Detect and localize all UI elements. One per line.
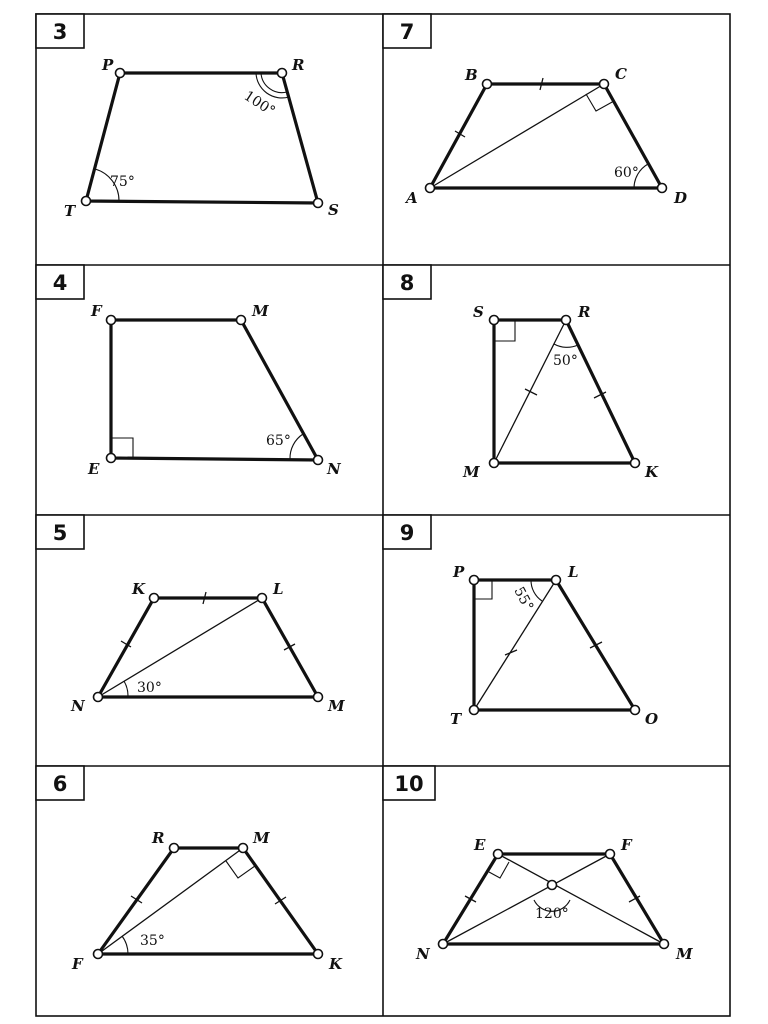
trapezoid-KLMN [98,598,318,697]
diagonal-EM [498,854,664,944]
problem-6-panel [36,766,343,973]
angle-D-label: 60° [614,165,639,181]
vertex-B [483,80,492,89]
vertex-M [660,940,669,949]
vertex-P [116,69,125,78]
vertex-E [494,850,503,859]
label-K: K [329,955,343,973]
label-M: M [676,945,693,963]
label-F: F [621,836,632,854]
label-N: N [327,460,341,478]
vertex-M [237,316,246,325]
label-D: D [674,189,688,207]
label-L: L [568,563,579,581]
label-C: C [615,65,627,83]
vertex-F [94,950,103,959]
problem-3-panel [36,14,339,220]
vertex-C [600,80,609,89]
label-L: L [273,580,284,598]
diagonal-NL [98,598,262,697]
vertex-K [631,459,640,468]
vertex-R [170,844,179,853]
diagonal-AC [430,84,604,188]
label-N: N [416,945,430,963]
label-F: F [72,955,83,973]
problem-5-number: 5 [52,521,68,545]
problem-4-number: 4 [52,271,68,295]
angle-T-label: 75° [110,174,135,190]
vertex-T [82,197,91,206]
label-S: S [473,303,484,321]
problem-9-number: 9 [399,521,415,545]
right-angle-M [226,861,255,878]
problem-5-panel [36,515,345,715]
angle-R-arc [554,344,578,347]
label-A: A [406,189,418,207]
label-M: M [252,302,269,320]
vertex-K [150,594,159,603]
trapezoid-PLOT [474,580,635,710]
vertex-E [107,454,116,463]
trapezoid-EFMN [443,854,664,944]
vertex-S [314,199,323,208]
trapezoid-RMKF [98,848,318,954]
label-E: E [88,460,100,478]
problem-8-panel [383,265,659,481]
angle-F-arc [122,936,128,954]
vertex-F [107,316,116,325]
vertex-R [562,316,571,325]
vertex-K [314,950,323,959]
vertex-S [490,316,499,325]
problem-10-panel [383,766,693,963]
label-M: M [463,463,480,481]
vertex-M [314,693,323,702]
problem-10-number: 10 [394,772,424,796]
problem-7-number: 7 [399,20,415,44]
label-T: T [64,202,76,220]
label-R: R [152,829,165,847]
label-K: K [132,580,146,598]
vertex-O [631,706,640,715]
label-M: M [328,697,345,715]
label-K: K [645,463,659,481]
vertex-M [490,459,499,468]
label-R: R [578,303,591,321]
problem-9-panel [383,515,658,728]
vertex-L [552,576,561,585]
problem-8-number: 8 [399,271,415,295]
vertex-N [94,693,103,702]
problem-3-number: 3 [52,20,68,44]
vertex-R [278,69,287,78]
label-F: F [91,302,102,320]
label-P: P [453,563,465,581]
diagonal-FM [98,848,243,954]
vertex-D [658,184,667,193]
vertex-T [470,706,479,715]
label-T: T [450,710,462,728]
problem-4-panel [36,265,342,478]
angle-N-label: 65° [266,433,291,449]
angle-L-label: 55° [510,584,537,614]
label-B: B [465,66,478,84]
vertex-N [439,940,448,949]
angle-N-arc [124,681,128,697]
vertex-F [606,850,615,859]
angle-N-arc [290,434,303,459]
label-S: S [328,201,339,219]
vertex-P [470,576,479,585]
angle-center-label: 120° [535,906,569,922]
label-O: O [645,710,659,728]
angle-R-label: 50° [553,353,578,369]
label-E: E [474,836,486,854]
problem-7-panel [383,14,687,207]
vertex-L [258,594,267,603]
angle-R-label: 100° [240,87,278,120]
vertex-N [314,456,323,465]
label-R: R [292,56,305,74]
vertex-M [239,844,248,853]
label-M: M [253,829,270,847]
vertex-A [426,184,435,193]
diagonal-intersection-point [548,881,557,890]
problem-6-number: 6 [52,772,68,796]
angle-F-label: 35° [140,933,165,949]
label-P: P [102,56,114,74]
diagonal-NF [443,854,610,944]
angle-N-label: 30° [137,680,162,696]
label-N: N [71,697,85,715]
